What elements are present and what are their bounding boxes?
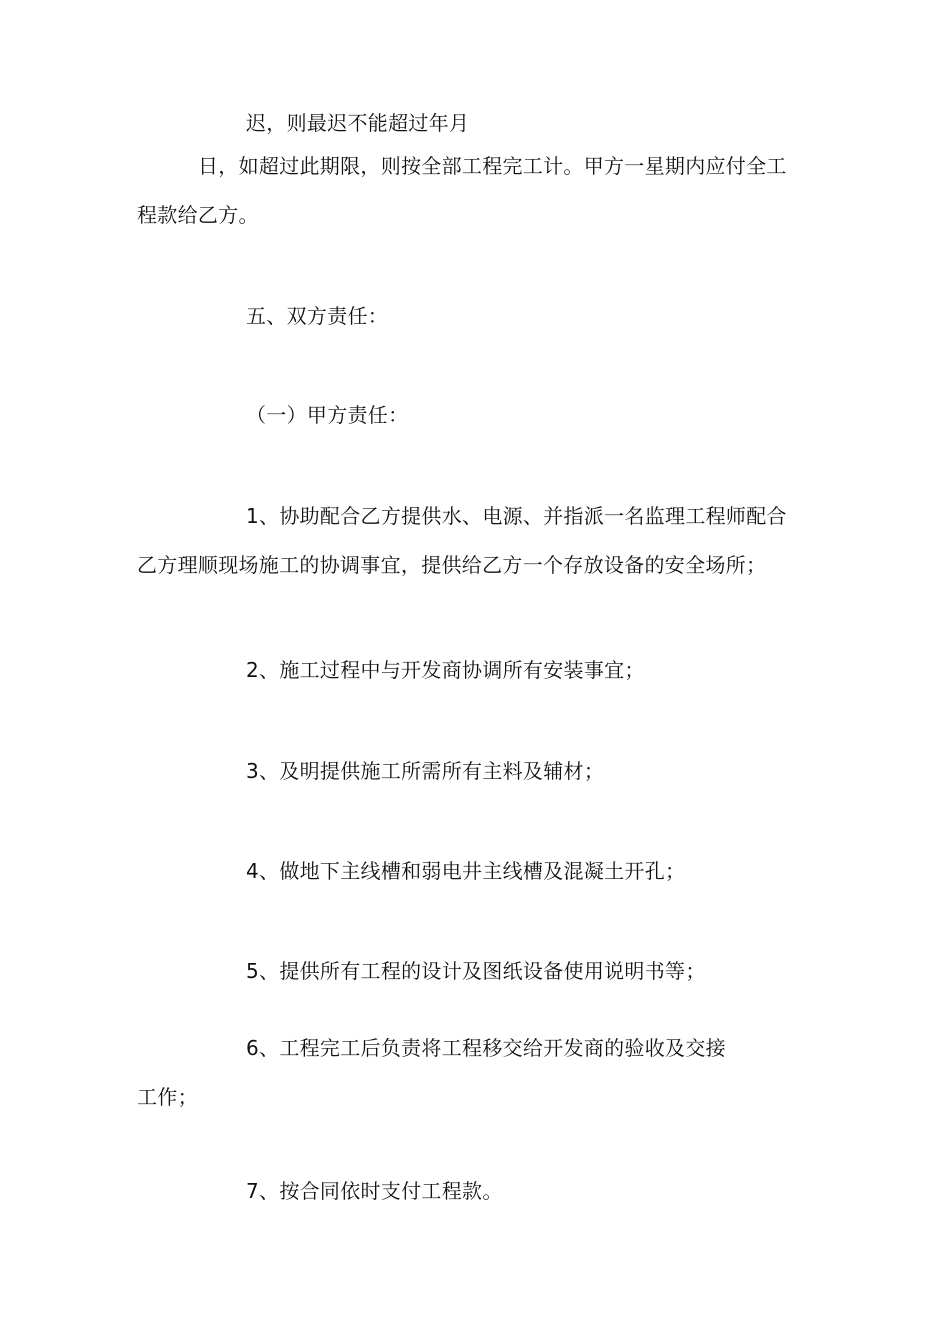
item-4: 4、做地下主线槽和弱电井主线槽及混凝土开孔； [246, 859, 686, 883]
item-5: 5、提供所有工程的设计及图纸设备使用说明书等； [246, 959, 706, 983]
item-6-line-2: 工作； [137, 1085, 198, 1109]
item-1-line-1: 1、协助配合乙方提供水、电源、并指派一名监理工程师配合 [246, 504, 787, 528]
text-line-1: 迟，则最迟不能超过年月 [246, 111, 470, 135]
section-heading: 五、双方责任： [246, 304, 389, 328]
subsection-heading: （一）甲方责任： [246, 403, 409, 427]
item-1-line-2: 乙方理顺现场施工的协调事宜，提供给乙方一个存放设备的安全场所； [137, 553, 767, 577]
text-line-3: 程款给乙方。 [137, 203, 259, 227]
item-2: 2、施工过程中与开发商协调所有安装事宜； [246, 658, 645, 682]
item-7: 7、按合同依时支付工程款。 [246, 1179, 503, 1203]
text-line-2: 日，如超过此期限，则按全部工程完工计。甲方一星期内应付全工 [198, 154, 787, 178]
item-3: 3、及明提供施工所需所有主料及辅材； [246, 759, 605, 783]
item-6-line-1: 6、工程完工后负责将工程移交给开发商的验收及交接 [246, 1036, 726, 1060]
